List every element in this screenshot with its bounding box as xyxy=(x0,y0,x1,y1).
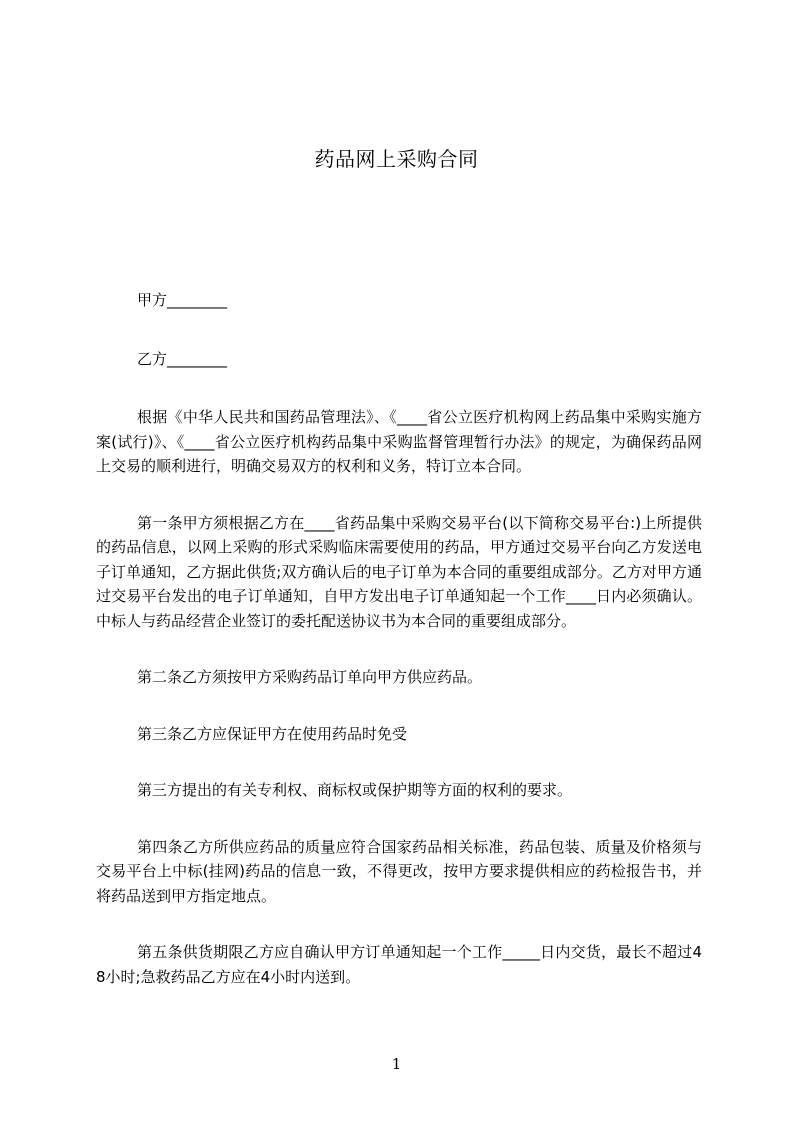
document-title: 药品网上采购合同 xyxy=(314,147,479,171)
article-3-continued-paragraph: 第三方提出的有关专利权、商标权或保护期等方面的权利的要求。 xyxy=(137,781,573,799)
page-number: 1 xyxy=(391,1055,402,1073)
party-b-line: 乙方________ xyxy=(137,349,228,368)
article-5-paragraph: 第五条供货期限乙方应自确认甲方订单通知起一个工作_____日内交货，最长不超过48小时;急救药品乙方应在4小时内送到。 xyxy=(96,943,702,986)
article-4-paragraph: 第四条乙方所供应药品的质量应符合国家药品相关标准，药品包装、质量及价格须与交易平台上中标(挂网)药品的信息一致，不得更改，按甲方要求提供相应的药检报告书，并将药品送到甲方指定地点。 xyxy=(96,837,702,905)
article-1-paragraph: 第一条甲方须根据乙方在____省药品集中采购交易平台(以下简称交易平台:)上所提供的药品信息，以网上采购的形式采购临床需要使用的药品，甲方通过交易平台向乙方发送电子订单通知，乙方据此供货;双方确认后的电子订单为本合同的重要组成部分。乙方对甲方通过交易平台发出的电子订单通知，自甲方发出电子订单通知起一个工作____日内必须确认。中标人与药品经营企业签订的委托配送协议书为本合同的重要组成部分。 xyxy=(96,513,702,630)
document-body xyxy=(96,288,702,1021)
preamble-paragraph: 根据《中华人民共和国药品管理法》、《____省公立医疗机构网上药品集中采购实施方案(试行)》、《____省公立医疗机构药品集中采购监督管理暂行办法》的规定，为确保药品网上交易的顺利进行，明确交易双方的权利和义务，特订立本合同。 xyxy=(96,408,702,475)
party-a-line: 甲方________ xyxy=(137,291,228,309)
article-3-paragraph: 第三条乙方应保证甲方在使用药品时免受 xyxy=(137,724,408,743)
article-2-paragraph: 第二条乙方须按甲方采购药品订单向甲方供应药品。 xyxy=(137,668,483,686)
